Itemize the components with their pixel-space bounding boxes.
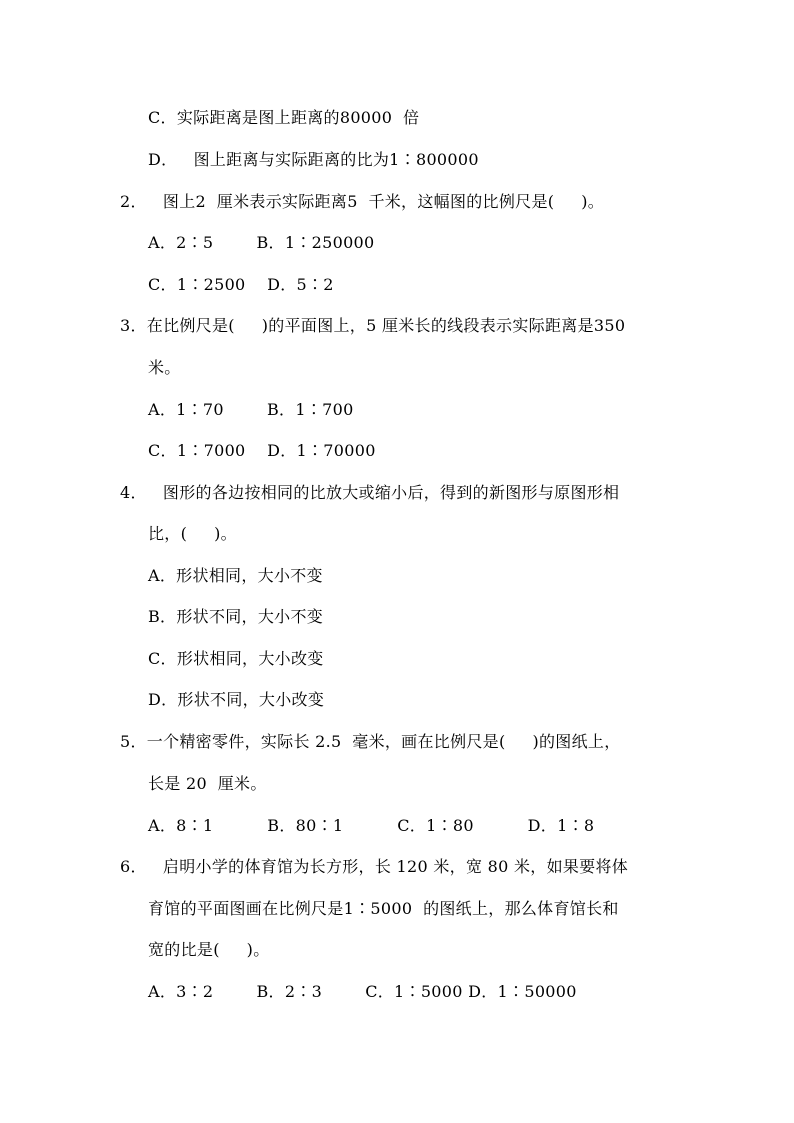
q2-options-cd: C．1∶2500 D．5∶2 <box>148 275 334 294</box>
q5-options: A．8∶1 B．80∶1 C．1∶80 D．1∶8 <box>148 816 595 835</box>
q5-stem: 5．一个精密零件，实际长 2.5 毫米，画在比例尺是( )的图纸上， <box>120 732 621 751</box>
q4-option-c: C．形状相同，大小改变 <box>148 649 324 668</box>
q3-stem-continued: 米。 <box>148 358 181 377</box>
q4-option-b: B．形状不同，大小不变 <box>148 607 324 626</box>
q6-options: A．3∶2 B．2∶3 C．1∶5000 D．1∶50000 <box>148 982 577 1001</box>
q1-option-d: D． 图上距离与实际距离的比为1∶800000 <box>148 150 479 169</box>
q6-stem: 6． 启明小学的体育馆为长方形，长 120 米，宽 80 米，如果要将体 <box>120 857 629 876</box>
q4-option-a: A．形状相同，大小不变 <box>148 566 323 585</box>
q1-option-c: C．实际距离是图上距离的80000 倍 <box>148 108 420 127</box>
q3-stem: 3．在比例尺是( )的平面图上，5 厘米长的线段表示实际距离是350 <box>120 316 626 335</box>
q2-stem: 2． 图上2 厘米表示实际距离5 千米，这幅图的比例尺是( )。 <box>120 192 605 211</box>
q6-stem-continued-2: 宽的比是( )。 <box>148 940 270 959</box>
q4-stem-continued: 比，( )。 <box>148 524 237 543</box>
q6-stem-continued: 育馆的平面图画在比例尺是1∶5000 的图纸上，那么体育馆长和 <box>148 899 619 918</box>
q3-options-ab: A．1∶70 B．1∶700 <box>148 400 354 419</box>
q3-options-cd: C．1∶7000 D．1∶70000 <box>148 441 376 460</box>
q4-option-d: D．形状不同，大小改变 <box>148 690 325 709</box>
q2-options-ab: A．2∶5 B．1∶250000 <box>148 233 375 252</box>
q5-stem-continued: 长是 20 厘米。 <box>148 774 267 793</box>
q4-stem: 4． 图形的各边按相同的比放大或缩小后，得到的新图形与原图形相 <box>120 483 620 502</box>
